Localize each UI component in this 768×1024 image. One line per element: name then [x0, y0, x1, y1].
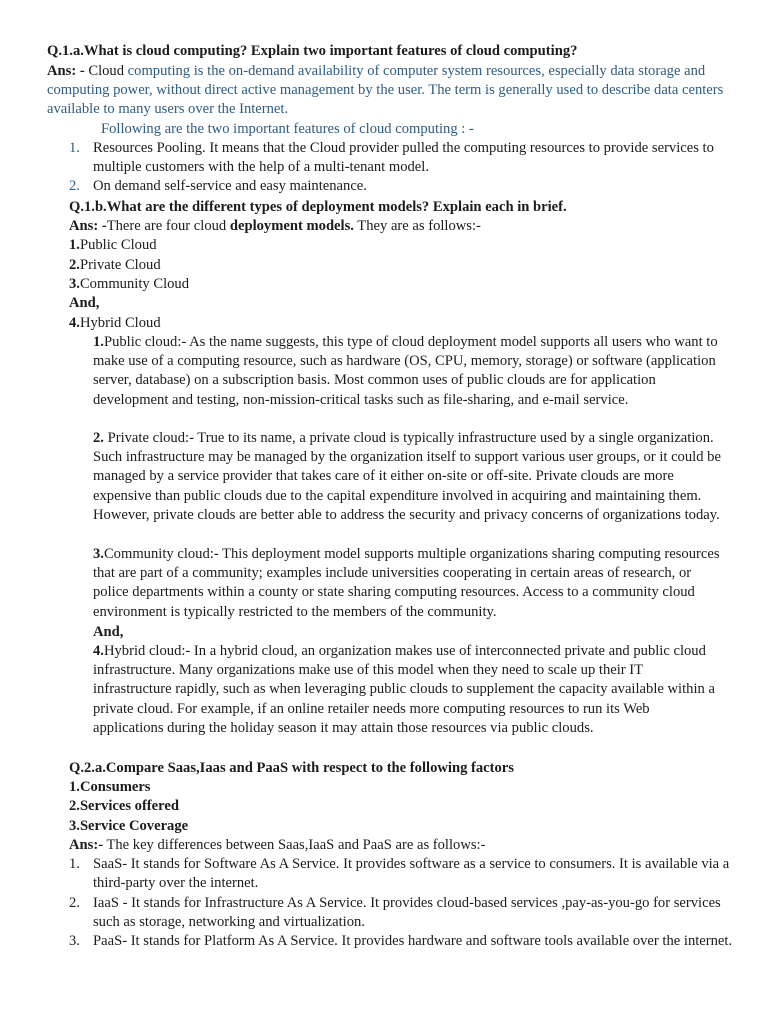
- q2a-item: 1. SaaS- It stands for Software As A Service. It provides software as a service to consumers. It is available via a third-party over the internet.: [69, 856, 730, 892]
- q1a-answer: Ans: - Cloud computing is the on-demand availability of computer system resources, especially data storage and computing power, without direct active management by the user. The term is generally used to describe data centers available to many users over the Internet.: [47, 63, 724, 118]
- q2a-factor: 1.Consumers: [69, 779, 151, 795]
- q1a-question: Q.1.a.What is cloud computing? Explain two important features of cloud computing?: [47, 43, 578, 59]
- q1b-question: Q.1.b.What are the different types of deployment models? Explain each in brief.: [69, 199, 567, 215]
- q1a-feature-item: 1. Resources Pooling. It means that the Cloud provider pulled the computing resources to provide services to multiple customers with the help of a multi-tenant model.: [69, 140, 714, 176]
- q1b-answer: Ans: -There are four cloud deployment models. They are as follows:-: [69, 218, 481, 234]
- q1a-features-intro: Following are the two important features of cloud computing : -: [101, 121, 474, 137]
- q2a-factor: 3.Service Coverage: [69, 818, 189, 834]
- model-item: 3.Community Cloud: [69, 276, 190, 292]
- model-item: 2.Private Cloud: [69, 257, 161, 273]
- model-item: 1.Public Cloud: [69, 237, 157, 253]
- and-label-2: And,: [93, 624, 124, 640]
- q2a-factor: 2.Services offered: [69, 798, 179, 814]
- detail-community-cloud: 3.Community cloud:- This deployment model supports multiple organizations sharing computing resources that are part of a community; examples include universities cooperating in certain areas of research, or police departments within a county or state sharing computing resources. Access to a community cloud environment is typically restricted to the members of the community.: [93, 546, 720, 620]
- and-label: And,: [69, 295, 100, 311]
- q2a-answer: Ans:- The key differences between Saas,IaaS and PaaS are as follows:-: [69, 837, 486, 853]
- detail-hybrid-cloud: 4.Hybrid cloud:- In a hybrid cloud, an organization makes use of interconnected private and public cloud infrastructure. Many organizations make use of this model when they need to scale up their IT infrastructure rapidly, such as when leveraging public clouds to supplement the capacity available within a private cloud. For example, if an online retailer needs more computing resources to run its Web applications during the holiday season it may attain those resources via public clouds.: [93, 643, 715, 736]
- q2a-question: Q.2.a.Compare Saas,Iaas and PaaS with respect to the following factors: [69, 760, 514, 776]
- detail-private-cloud: 2. Private cloud:- True to its name, a private cloud is typically infrastructure used by a single organization. Such infrastructure may be managed by the organization itself to support various user groups, or it could be managed by a service provider that takes care of it either on-site or off-site. Private clouds are more expensive than public clouds due to the capital expenditure involved in acquiring and maintaining them. However, private clouds are better able to address the security and privacy concerns of organizations today.: [93, 430, 721, 523]
- q2a-item: 2. IaaS - It stands for Infrastructure As A Service. It provides cloud-based services ,pay-as-you-go for services such as storage, networking and virtualization.: [69, 895, 721, 931]
- q2a-item: 3. PaaS- It stands for Platform As A Service. It provides hardware and software tools available over the internet.: [69, 933, 733, 949]
- model-item: 4.Hybrid Cloud: [69, 315, 161, 331]
- q1a-feature-item: 2. On demand self-service and easy maintenance.: [69, 178, 367, 194]
- detail-public-cloud: 1.Public cloud:- As the name suggests, this type of cloud deployment model supports all users who want to make use of a computing resource, such as hardware (OS, CPU, memory, storage) or software (application server, database) on a subscription basis. Most common uses of public clouds are for application development and testing, non-mission-critical tasks such as file-sharing, and e-mail service.: [93, 334, 718, 408]
